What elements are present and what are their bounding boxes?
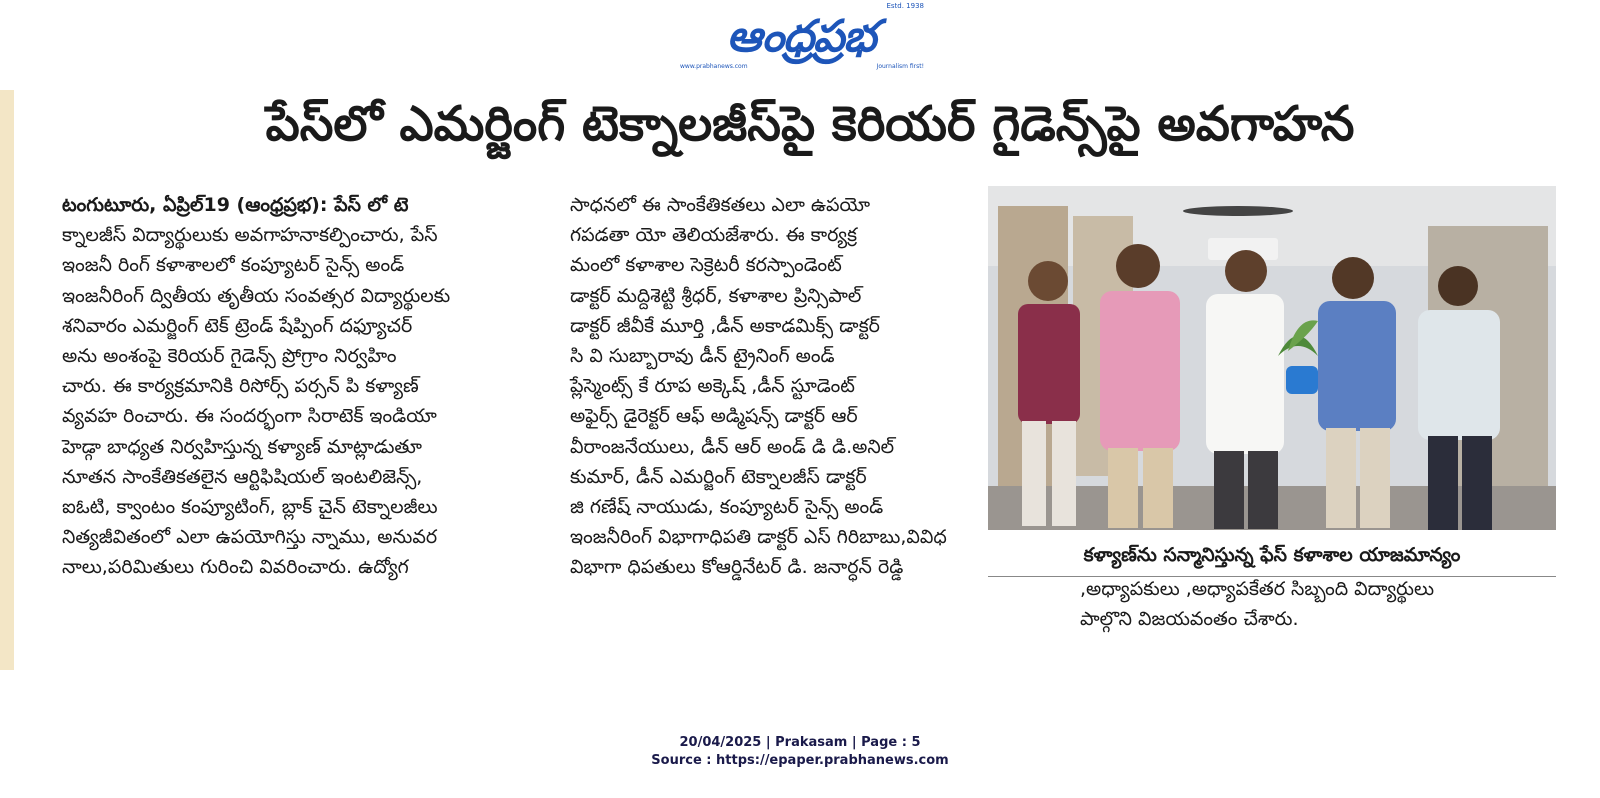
article-line: ప్లేస్మెంట్స్ కే రూప అక్కెష్ ,డీన్ స్టూడెంట్: [570, 375, 855, 398]
news-photo-illustration: [988, 186, 1556, 530]
article-line: శనివారం ఎమర్జింగ్ టెక్ ట్రెండ్ షేప్పింగ్ దఫ్యూచర్: [62, 314, 413, 337]
article-line: ఐఓటి, క్వాంటం కంప్యూటింగ్, బ్లాక్ చైన్ టెక్నాలజీలు: [62, 496, 438, 519]
article-line: చారు. ఈ కార్యక్రమానికి రిసోర్స్ పర్సన్ పి కళ్యాణ్: [62, 375, 419, 398]
article-line: మంలో కళాశాల సెక్రెటరీ కరస్పాండెంట్: [570, 254, 842, 277]
article-line: కుమార్, డీన్ ఎమర్జింగ్ టెక్నాలజీస్ డాక్టర్: [570, 465, 867, 488]
article-line: ,అధ్యాపకులు ,అధ్యాపకేతర సిబ్బంది విద్యార్థులు: [1080, 578, 1435, 600]
page-footer: [0, 734, 1600, 770]
article-line: ఇంజనీ రింగ్ కళాశాలలో కంప్యూటర్ సైన్స్ అండ్: [62, 254, 405, 277]
article-line: సాధనలో ఈ సాంకేతికతలు ఎలా ఉపయో: [570, 194, 871, 216]
article-column-1: [62, 190, 540, 583]
article-line: టంగుటూరు, ఏప్రిల్19 (ఆంధ్రప్రభ): పేస్ లో టె: [62, 194, 409, 216]
article-line: ఇంజనీరింగ్ విభాగాధిపతి డాక్టర్ ఎస్ గిరిబాబు,వివిధ: [570, 526, 947, 549]
article-line: జి గణేష్ నాయుడు, కంప్యూటర్ సైన్స్ అండ్: [570, 496, 884, 519]
masthead-est: Estd. 1938: [886, 2, 924, 10]
article-column-2: [570, 190, 1048, 583]
article-line: నూతన సాంకేతికతలైన ఆర్టిఫిషియల్ ఇంటలిజెన్స్,: [62, 465, 423, 488]
page-edge-strip: [0, 90, 14, 670]
article-line: ఇంజనీరింగ్ ద్వితీయ తృతీయ సంవత్సర విద్యార్థులకు: [62, 284, 451, 307]
article-line: సి వి సుబ్బారావు డీన్ ట్రైనింగ్ అండ్: [570, 345, 835, 368]
footer-source-link[interactable]: Source : https://epaper.prabhanews.com: [651, 753, 949, 768]
article-line: డాక్టర్ జీవీకే మూర్తి ,డీన్ అకాడమిక్స్ డాక్టర్: [570, 314, 880, 337]
masthead-tagline: Journalism first!: [876, 63, 924, 70]
article-line: డాక్టర్ మద్దిశెట్టి శ్రీధర్, కళాశాల ప్రిన్సిపాల్: [570, 284, 862, 307]
article-line: పాల్గొని విజయవంతం చేశారు.: [1080, 608, 1299, 631]
article-line: వ్యవహ రించారు. ఈ సందర్భంగా సిరాటెక్ ఇండియా: [62, 405, 437, 428]
photo-caption: కళ్యాణ్‌ను సన్మానిస్తున్న ఫేస్ కళాశాల యాజమాన్యం: [1083, 544, 1461, 566]
article-headline: పేస్‌లో ఎమర్జింగ్ టెక్నాలజీస్‌పై కెరియర్ గైడెన్స్‌పై అవగాహన: [265, 96, 1355, 152]
article-line: నిత్యజీవితంలో ఎలా ఉపయోగిస్తు న్నాము, అనువర: [62, 526, 438, 549]
article-line: హెడ్గా బాధ్యత నిర్వహిస్తున్న కళ్యాణ్ మాట్లాడుతూ: [62, 435, 422, 458]
article-column-3: [1080, 574, 1560, 634]
article-line: గపడతా యో తెలియజేశారు. ఈ కార్యక్ర: [570, 224, 858, 247]
masthead-url: www.prabhanews.com: [680, 63, 748, 70]
article-line: క్నాలజీస్ విద్యార్థులుకు అవగాహనాకల్పించారు, పేస్: [62, 224, 438, 247]
footer-edition-info: 20/04/2025 | Prakasam | Page : 5: [679, 735, 921, 750]
article-line: అఫైర్స్ డైరెక్టర్ ఆఫ్ అడ్మిషన్స్ డాక్టర్ ఆర్: [570, 405, 858, 428]
news-photo: [988, 186, 1556, 530]
masthead-logo-text: ఆంధ్రప్రభ: [726, 11, 876, 62]
article-line: విభాగా ధిపతులు కోఆర్డినేటర్ డి. జనార్ధన్ రెడ్డి: [570, 556, 904, 579]
article-line: నాలు,పరిమితులు గురించి వివరించారు. ఉద్యోగ: [62, 556, 409, 579]
masthead-logo: [676, 2, 926, 76]
article-line: వీరాంజనేయులు, డీన్ ఆర్ అండ్ డి డి.అనిల్: [570, 435, 895, 458]
article-line: అను అంశంపై కెరియర్ గైడెన్స్ ప్రోగ్రాం నిర్వహిం: [62, 345, 397, 368]
